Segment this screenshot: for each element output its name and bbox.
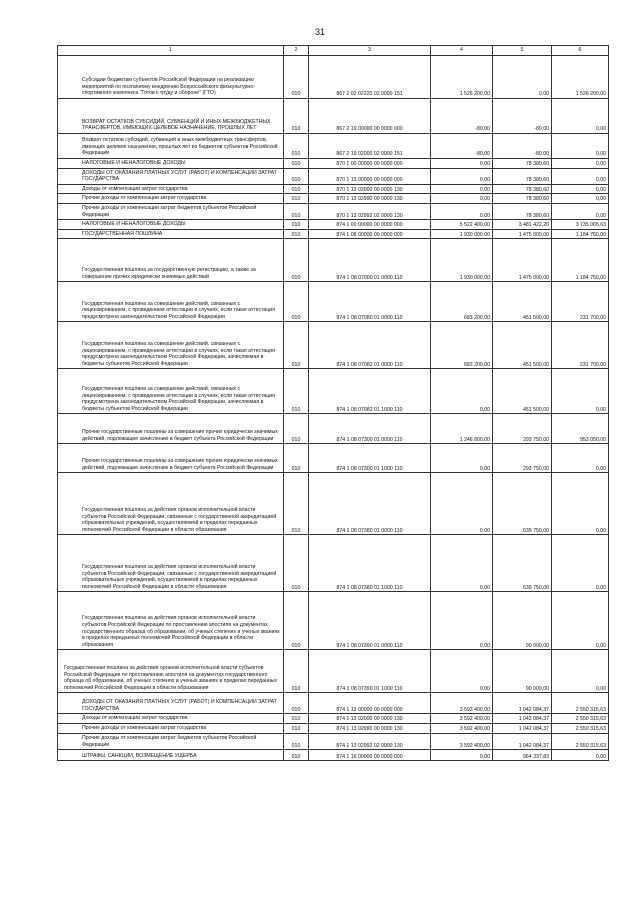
row-value-unexecuted: 0,00 xyxy=(552,168,609,184)
row-name: ГОСУДАРСТВЕННАЯ ПОШЛИНА xyxy=(58,229,284,239)
header-col-2: 2 xyxy=(284,46,309,56)
row-budget-code: 874 1 08 00000 00 0000 000 xyxy=(309,229,431,239)
row-value-approved: 0,00 xyxy=(431,184,493,194)
row-line-code: 010 xyxy=(284,473,309,535)
row-value-unexecuted: 0,00 xyxy=(552,159,609,169)
row-line-code: 010 xyxy=(284,239,309,282)
row-name: Государственная пошлина за государственную регистрацию, а также за совершение прочих юридически значимых действий xyxy=(58,239,284,282)
row-name: Государственная пошлина за действия органов исполнительной власти субъектов Российской Федерации, связанные с государственной аккредитацией образовательных учреждений, осуществляемой в пределах переданных полномочий Российской Федерации в области образования xyxy=(58,535,284,592)
row-line-code: 010 xyxy=(284,693,309,714)
row-line-code: 010 xyxy=(284,369,309,414)
row-value-approved: 3 592 400,00 xyxy=(431,693,493,714)
row-value-approved: 1 930 000,00 xyxy=(431,229,493,239)
row-name: Государственная пошлина за действия органов исполнительной власти субъектов Российской Федерации по проставлению апостиля на документах государственного образца об образовании, об ученых степенях и ученых званиях в пределах переданных полномочий Российской Федерации в области образования xyxy=(58,592,284,650)
table-row xyxy=(58,194,609,204)
row-budget-code: 870 1 13 02992 02 0000 130 xyxy=(309,203,431,219)
row-value-approved: 3 592 400,00 xyxy=(431,733,493,749)
row-budget-code: 874 1 08 07300 01 1000 110 xyxy=(309,444,431,473)
row-value-executed: 964 337,83 xyxy=(493,750,552,761)
row-value-approved: 1 930 000,00 xyxy=(431,239,493,282)
row-value-unexecuted: 0,00 xyxy=(552,535,609,592)
row-value-approved: 0,00 xyxy=(431,444,493,473)
row-value-approved: 683 200,00 xyxy=(431,322,493,369)
row-budget-code: 874 1 08 07300 01 0000 110 xyxy=(309,414,431,444)
row-line-code: 010 xyxy=(284,592,309,650)
row-value-unexecuted: 0,00 xyxy=(552,592,609,650)
table-row xyxy=(58,56,609,99)
row-line-code: 010 xyxy=(284,444,309,473)
row-line-code: 010 xyxy=(284,282,309,322)
table-row xyxy=(58,733,609,749)
row-value-executed: 1 475 000,00 xyxy=(493,239,552,282)
row-value-executed: 451 500,00 xyxy=(493,369,552,414)
row-line-code: 010 xyxy=(284,723,309,733)
row-name: Возврат остатков субсидий, субвенций и иных межбюджетных трансфертов, имеющих целевое назначение, прошлых лет из бюджетов субъектов Российской Федерации xyxy=(58,134,284,159)
revenue-table xyxy=(57,45,609,761)
table-row xyxy=(58,134,609,159)
row-value-approved: 0,00 xyxy=(431,650,493,693)
row-budget-code: 874 1 13 00000 00 0000 000 xyxy=(309,693,431,714)
row-budget-code: 867 2 02 02220 02 0000 151 xyxy=(309,56,431,99)
table-row xyxy=(58,168,609,184)
row-budget-code: 874 1 08 07390 01 1000 110 xyxy=(309,650,431,693)
table-row xyxy=(58,414,609,444)
row-budget-code: 874 1 00 00000 00 0000 000 xyxy=(309,220,431,230)
table-row xyxy=(58,723,609,733)
row-value-approved: 0,00 xyxy=(431,369,493,414)
table-row xyxy=(58,220,609,230)
row-value-unexecuted: 0,00 xyxy=(552,444,609,473)
row-line-code: 010 xyxy=(284,168,309,184)
row-line-code: 010 xyxy=(284,414,309,444)
row-value-approved: 0,00 xyxy=(431,535,493,592)
row-budget-code: 874 1 08 07390 01 0000 110 xyxy=(309,592,431,650)
table-row xyxy=(58,535,609,592)
table-row xyxy=(58,650,609,693)
header-col-4: 4 xyxy=(431,46,493,56)
row-value-unexecuted: 0,00 xyxy=(552,194,609,204)
row-value-executed: 639 750,00 xyxy=(493,473,552,535)
row-value-executed: 78 380,60 xyxy=(493,168,552,184)
row-budget-code: 874 1 08 07080 01 0000 110 xyxy=(309,282,431,322)
header-row xyxy=(58,46,609,56)
table-row xyxy=(58,99,609,134)
row-budget-code: 874 1 08 07380 01 0000 110 xyxy=(309,473,431,535)
row-value-executed: 293 750,00 xyxy=(493,414,552,444)
row-value-executed: 1 475 000,00 xyxy=(493,229,552,239)
row-budget-code: 874 1 08 07082 01 0000 110 xyxy=(309,322,431,369)
row-budget-code: 874 1 08 07000 01 0000 110 xyxy=(309,239,431,282)
row-value-executed: 78 380,60 xyxy=(493,184,552,194)
row-name: Государственная пошлина за совершение действий, связанных с лицензированием, с проведением аттестации в случаях, если такая аттестация предусмотрена законодательством Российской Федерации, зачисляемая в бюджеты субъектов Российской Федерации xyxy=(58,322,284,369)
header-col-3: 3 xyxy=(309,46,431,56)
table-row xyxy=(58,239,609,282)
table-row xyxy=(58,322,609,369)
table-row xyxy=(58,203,609,219)
row-value-approved: -80,00 xyxy=(431,134,493,159)
row-name: Доходы от компенсации затрат государства xyxy=(58,184,284,194)
row-value-unexecuted: 953 050,00 xyxy=(552,414,609,444)
row-line-code: 010 xyxy=(284,184,309,194)
row-value-unexecuted: 2 550 315,63 xyxy=(552,723,609,733)
row-line-code: 010 xyxy=(284,134,309,159)
row-value-unexecuted: 0,00 xyxy=(552,134,609,159)
row-name: Прочие доходы от компенсации затрат государства xyxy=(58,723,284,733)
row-value-unexecuted: 0,00 xyxy=(552,650,609,693)
row-value-approved: 0,00 xyxy=(431,473,493,535)
row-value-executed: 451 500,00 xyxy=(493,322,552,369)
table-row xyxy=(58,592,609,650)
row-value-unexecuted: 0,00 xyxy=(552,473,609,535)
row-value-approved: -80,00 xyxy=(431,99,493,134)
table-row xyxy=(58,184,609,194)
row-value-unexecuted: 0,00 xyxy=(552,99,609,134)
row-value-executed: -80,00 xyxy=(493,134,552,159)
row-name: ДОХОДЫ ОТ ОКАЗАНИЯ ПЛАТНЫХ УСЛУГ (РАБОТ) И КОМПЕНСАЦИИ ЗАТРАТ ГОСУДАРСТВА xyxy=(58,693,284,714)
table-row xyxy=(58,159,609,169)
row-value-approved: 1 246 800,00 xyxy=(431,414,493,444)
row-value-executed: 639 750,00 xyxy=(493,535,552,592)
table-row xyxy=(58,714,609,724)
row-name: Государственная пошлина за совершение действий, связанных с лицензированием, с проведением аттестации в случаях, если такая аттестация предусмотрена законодательством Российской Федерации, зачисляемая в бюджеты субъектов Российской Федерации xyxy=(58,369,284,414)
row-value-approved: 3 592 400,00 xyxy=(431,723,493,733)
row-name: НАЛОГОВЫЕ И НЕНАЛОГОВЫЕ ДОХОДЫ xyxy=(58,220,284,230)
row-line-code: 010 xyxy=(284,650,309,693)
row-value-approved: 0,00 xyxy=(431,159,493,169)
row-line-code: 010 xyxy=(284,733,309,749)
row-value-unexecuted: 231 700,00 xyxy=(552,282,609,322)
row-line-code: 010 xyxy=(284,194,309,204)
row-line-code: 010 xyxy=(284,203,309,219)
row-name: Государственная пошлина за действия органов исполнительной власти субъектов Российской Федерации, связанные с государственной аккредитацией образовательных учреждений, осуществляемой в пределах переданных полномочий Российской Федерации в области образования xyxy=(58,473,284,535)
row-value-unexecuted: 2 550 315,63 xyxy=(552,693,609,714)
row-value-approved: 3 592 400,00 xyxy=(431,714,493,724)
row-line-code: 010 xyxy=(284,322,309,369)
row-line-code: 010 xyxy=(284,229,309,239)
row-budget-code: 874 1 16 00000 00 0000 000 xyxy=(309,750,431,761)
table-row xyxy=(58,750,609,761)
row-value-executed: -80,00 xyxy=(493,99,552,134)
row-name: Доходы от компенсации затрат государства xyxy=(58,714,284,724)
row-value-unexecuted: 1 184 750,00 xyxy=(552,229,609,239)
row-budget-code: 874 1 13 02990 00 0000 130 xyxy=(309,723,431,733)
row-value-executed: 451 500,00 xyxy=(493,282,552,322)
row-name: Прочие доходы от компенсации затрат государства xyxy=(58,194,284,204)
row-value-unexecuted: 0,00 xyxy=(552,750,609,761)
row-value-executed: 1 042 084,37 xyxy=(493,733,552,749)
table-row xyxy=(58,444,609,473)
row-value-executed: 1 042 084,37 xyxy=(493,693,552,714)
table-row xyxy=(58,229,609,239)
row-value-executed: 3 481 422,20 xyxy=(493,220,552,230)
row-name: ШТРАФЫ, САНКЦИИ, ВОЗМЕЩЕНИЕ УЩЕРБА xyxy=(58,750,284,761)
row-value-executed: 90 000,00 xyxy=(493,592,552,650)
row-name: Прочие государственные пошлины за совершение прочих юридически значимых действий, подлежащие зачислению в бюджет субъекта Российской Федерации xyxy=(58,444,284,473)
row-name: ВОЗВРАТ ОСТАТКОВ СУБСИДИЙ, СУБВЕНЦИЙ И ИНЫХ МЕЖБЮДЖЕТНЫХ ТРАНСФЕРТОВ, ИМЕЮЩИХ ЦЕЛЕВОЕ НАЗНАЧЕНИЕ, ПРОШЛЫХ ЛЕТ xyxy=(58,99,284,134)
row-name: Прочие доходы от компенсации затрат бюджетов субъектов Российской Федерации xyxy=(58,733,284,749)
row-budget-code: 874 1 13 02992 02 0000 130 xyxy=(309,733,431,749)
table-row xyxy=(58,473,609,535)
row-value-unexecuted: 2 550 315,63 xyxy=(552,714,609,724)
header-col-1: 1 xyxy=(58,46,284,56)
row-value-executed: 78 380,60 xyxy=(493,194,552,204)
row-value-unexecuted: 1 526 200,00 xyxy=(552,56,609,99)
row-name: ДОХОДЫ ОТ ОКАЗАНИЯ ПЛАТНЫХ УСЛУГ (РАБОТ) И КОМПЕНСАЦИИ ЗАТРАТ ГОСУДАРСТВА xyxy=(58,168,284,184)
row-value-approved: 0,00 xyxy=(431,750,493,761)
row-value-executed: 1 042 084,37 xyxy=(493,714,552,724)
row-value-unexecuted: 0,00 xyxy=(552,369,609,414)
row-value-approved: 5 522 400,00 xyxy=(431,220,493,230)
row-value-unexecuted: 3 735 065,63 xyxy=(552,220,609,230)
row-budget-code: 870 1 00 00000 00 0000 000 xyxy=(309,159,431,169)
row-value-executed: 293 750,00 xyxy=(493,444,552,473)
row-budget-code: 867 2 19 02000 02 0000 151 xyxy=(309,134,431,159)
row-value-unexecuted: 0,00 xyxy=(552,184,609,194)
table-row xyxy=(58,282,609,322)
row-value-executed: 90 000,00 xyxy=(493,650,552,693)
row-value-unexecuted: 0,00 xyxy=(552,203,609,219)
row-line-code: 010 xyxy=(284,750,309,761)
row-budget-code: 874 1 08 07380 01 1000 110 xyxy=(309,535,431,592)
row-value-approved: 0,00 xyxy=(431,168,493,184)
row-line-code: 010 xyxy=(284,714,309,724)
row-value-approved: 1 526 200,00 xyxy=(431,56,493,99)
row-value-unexecuted: 231 700,00 xyxy=(552,322,609,369)
row-line-code: 010 xyxy=(284,220,309,230)
row-line-code: 010 xyxy=(284,159,309,169)
row-value-approved: 683 200,00 xyxy=(431,282,493,322)
header-col-6: 6 xyxy=(552,46,609,56)
page-number: 31 xyxy=(314,27,325,37)
row-value-executed: 78 380,60 xyxy=(493,203,552,219)
row-name: НАЛОГОВЫЕ И НЕНАЛОГОВЫЕ ДОХОДЫ xyxy=(58,159,284,169)
row-line-code: 010 xyxy=(284,535,309,592)
row-line-code: 010 xyxy=(284,56,309,99)
row-value-approved: 0,00 xyxy=(431,592,493,650)
row-budget-code: 874 1 08 07082 01 1000 110 xyxy=(309,369,431,414)
row-budget-code: 870 1 13 02990 00 0000 130 xyxy=(309,194,431,204)
row-name: Прочие государственные пошлины за совершение прочих юридически значимых действий, подлежащие зачислению в бюджет субъекта Российской Федерации xyxy=(58,414,284,444)
row-value-approved: 0,00 xyxy=(431,203,493,219)
row-line-code: 010 xyxy=(284,99,309,134)
row-name: Субсидии бюджетам субъектов Российской Федерации на реализацию мероприятий по поэтапному внедрению Всероссийского физкультурно-спортивного комплекса "Готов к труду и обороне" (ГТО) xyxy=(58,56,284,99)
row-budget-code: 867 2 19 00000 00 0000 000 xyxy=(309,99,431,134)
row-budget-code: 870 1 13 00000 00 0000 000 xyxy=(309,168,431,184)
row-value-unexecuted: 1 184 750,00 xyxy=(552,239,609,282)
table-row xyxy=(58,693,609,714)
row-value-executed: 0,00 xyxy=(493,56,552,99)
header-col-5: 5 xyxy=(493,46,552,56)
row-name: Государственная пошлина за действия органов исполнительной власти субъектов Российской Федерации по проставлению апостиля на документах государственного образца об образовании, об ученых степенях и ученых званиях в пределах переданных полномочий Российской Федерации в области образования xyxy=(58,650,284,693)
row-value-unexecuted: 2 550 315,63 xyxy=(552,733,609,749)
row-name: Прочие доходы от компенсации затрат бюджетов субъектов Российской Федерации xyxy=(58,203,284,219)
row-value-approved: 0,00 xyxy=(431,194,493,204)
row-budget-code: 870 1 13 02000 00 0000 130 xyxy=(309,184,431,194)
row-value-executed: 1 042 084,37 xyxy=(493,723,552,733)
table-row xyxy=(58,369,609,414)
row-name: Государственная пошлина за совершение действий, связанных с лицензированием, с проведением аттестации в случаях, если такая аттестация предусмотрена законодательством Российской Федерации xyxy=(58,282,284,322)
row-budget-code: 874 1 13 02000 00 0000 130 xyxy=(309,714,431,724)
row-value-executed: 78 380,60 xyxy=(493,159,552,169)
